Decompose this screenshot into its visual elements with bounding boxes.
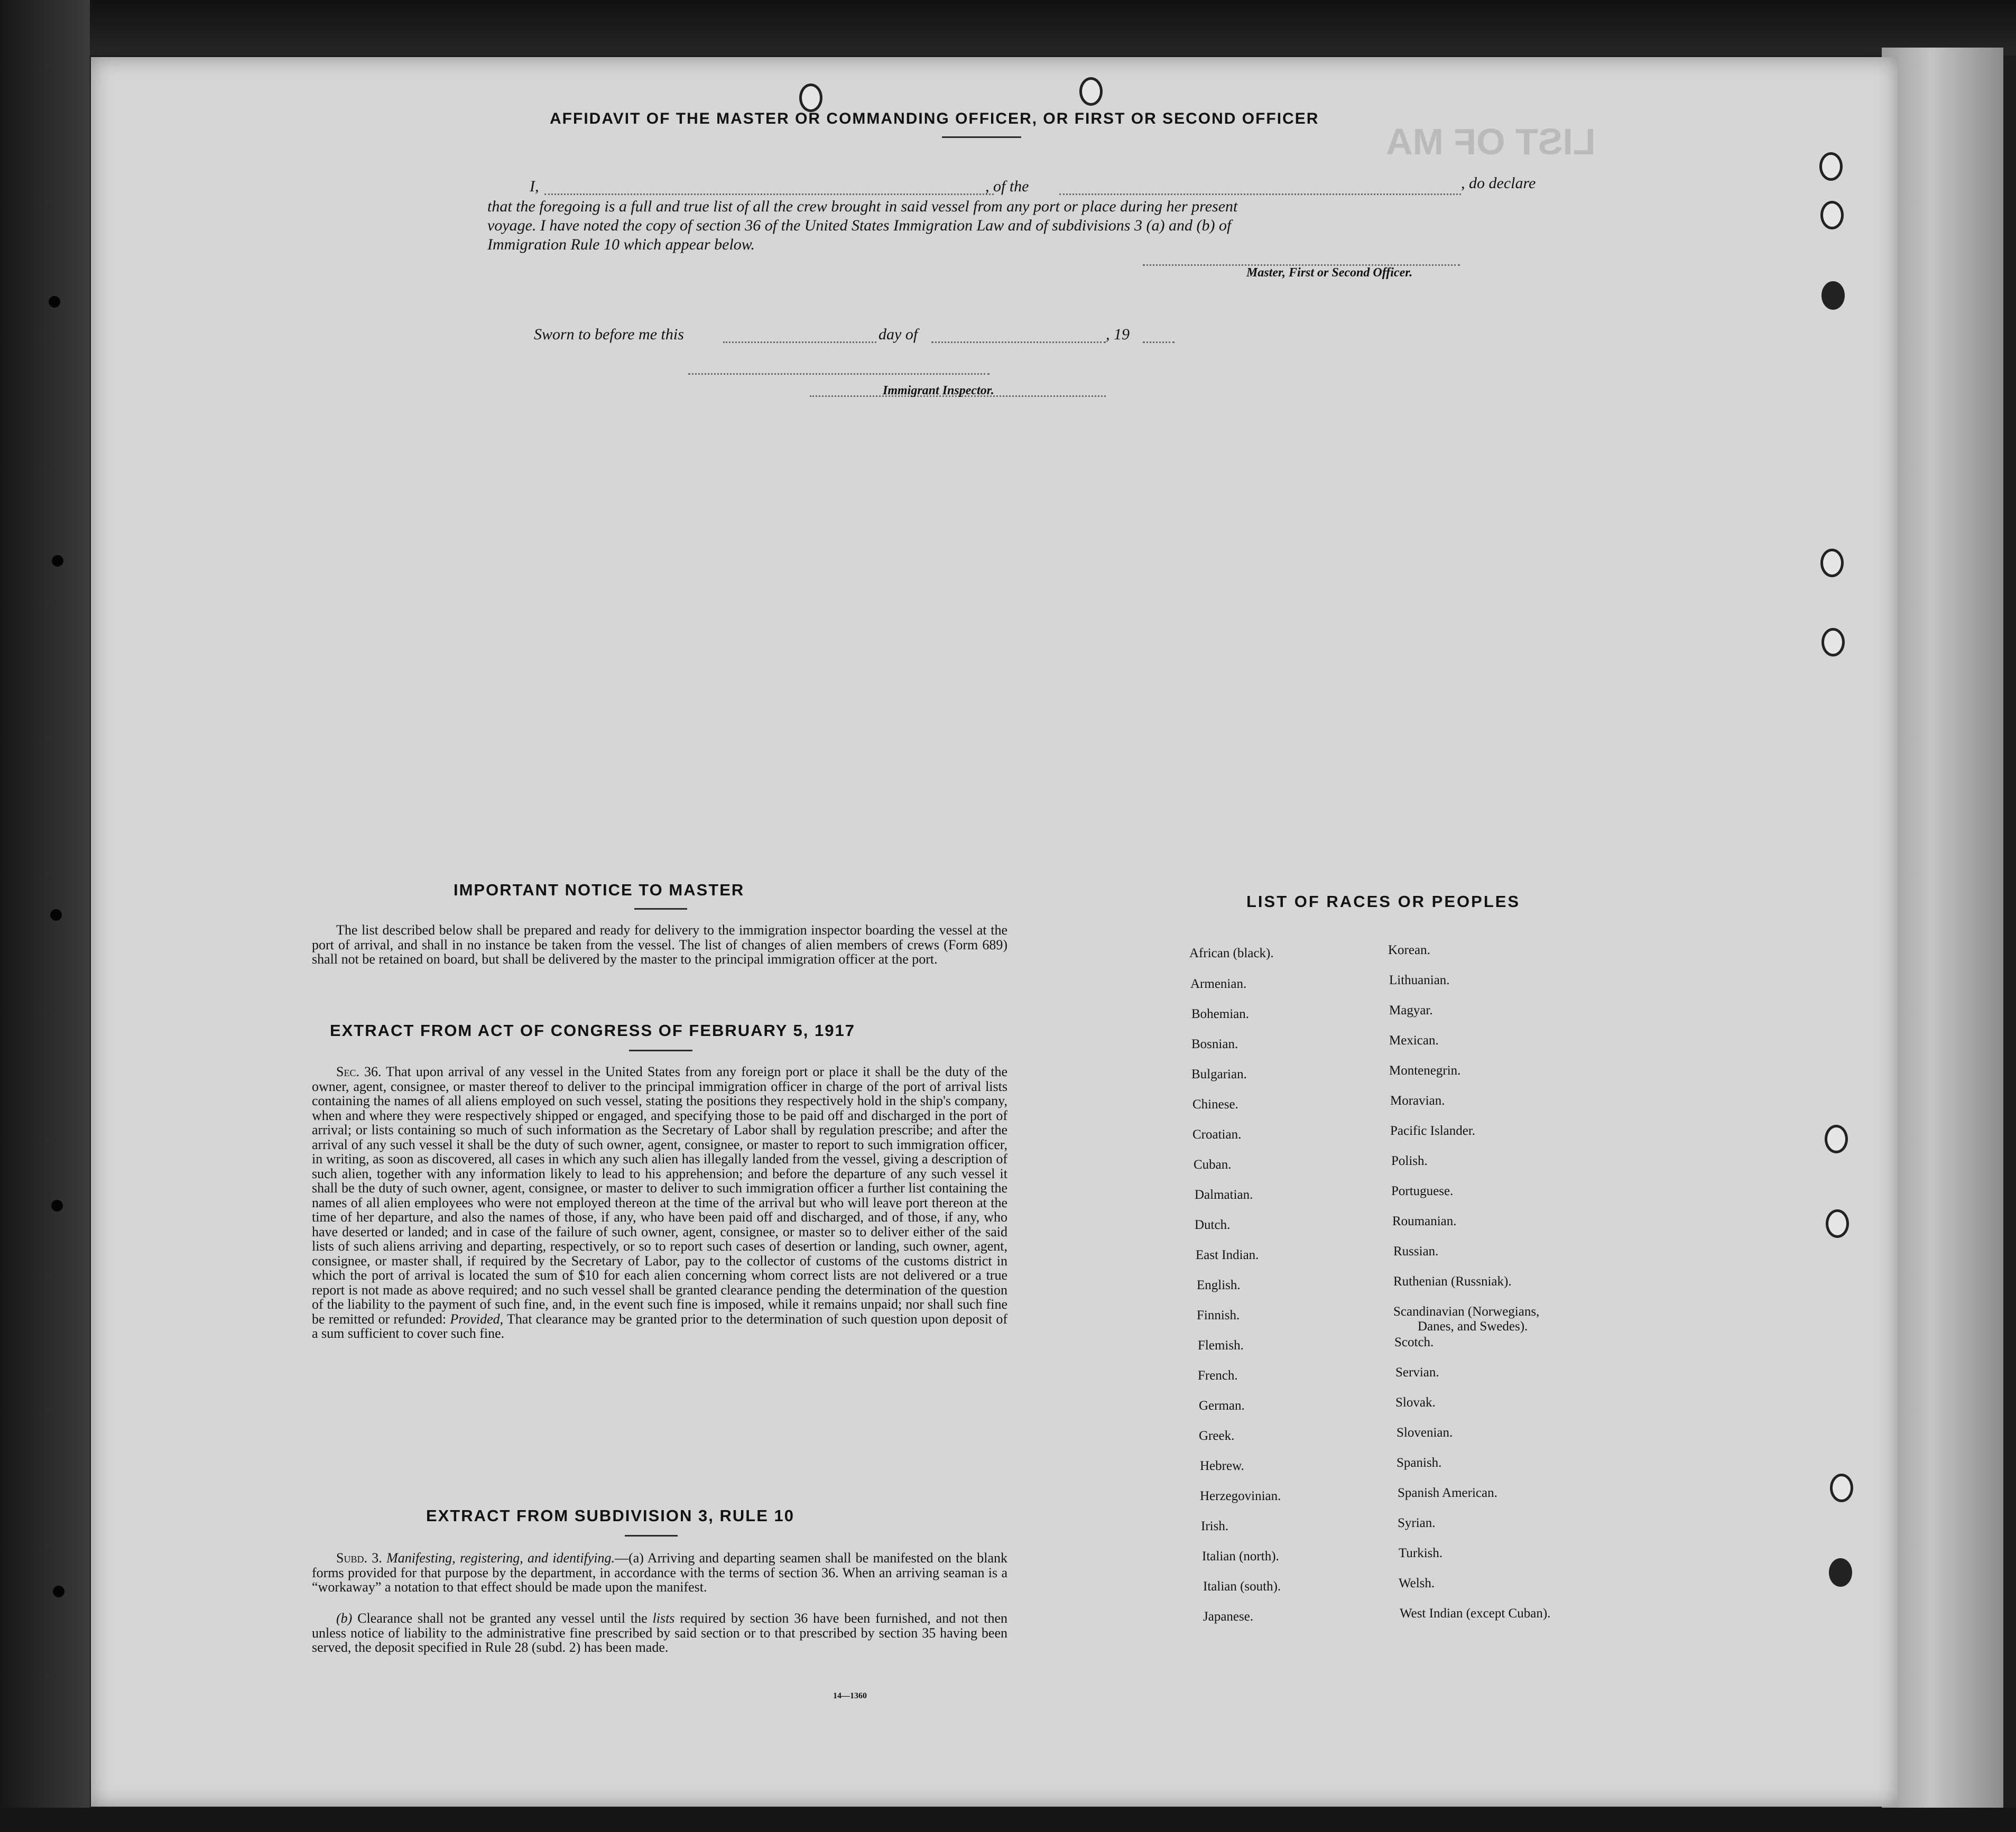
affidavit-line-3: Immigration Rule 10 which appear below.	[487, 236, 755, 253]
race-item: Scandinavian (Norwegians,	[1393, 1304, 1540, 1319]
race-item: Danes, and Swedes).	[1418, 1319, 1528, 1334]
race-item: Slovenian.	[1397, 1426, 1453, 1440]
race-item: Pacific Islander.	[1390, 1124, 1476, 1138]
vessel-name-field[interactable]	[1059, 193, 1461, 195]
master-name-field[interactable]	[544, 193, 994, 195]
race-item: Chinese.	[1192, 1097, 1238, 1112]
part-b-text-2: required by section 36 have been furnished, and not then unless notice of liability to the administrative fine prescribed by said section or to that prescribed by section 35 having been served, the deposit specified in Rule 28 (subd. 2) has been made.	[312, 1611, 1007, 1655]
underlying-page-edge	[1882, 48, 2003, 1808]
race-item: Hebrew.	[1200, 1459, 1244, 1473]
punch-hole	[1820, 549, 1844, 577]
scan-border-bottom	[0, 1808, 2016, 1832]
punch-hole	[1830, 1474, 1853, 1502]
form-page	[91, 57, 1898, 1807]
scan-border-left	[0, 0, 90, 1832]
affidavit-i-label: I,	[530, 178, 539, 195]
binder-hole	[50, 909, 62, 921]
races-title: LIST OF RACES OR PEOPLES	[1246, 892, 1521, 911]
race-item: Turkish.	[1399, 1546, 1443, 1560]
day-of-label: day of	[878, 326, 918, 343]
race-item: Servian.	[1395, 1365, 1439, 1380]
race-item: Bosnian.	[1191, 1037, 1238, 1051]
race-item: Greek.	[1199, 1429, 1235, 1443]
section-36-text-end: That clearance may be granted prior to the determination of such question upon deposit of a sum sufficient to cover such fine.	[312, 1311, 1008, 1341]
race-item: Syrian.	[1398, 1516, 1436, 1530]
do-declare-label: , do declare	[1461, 174, 1536, 192]
race-item: Flemish.	[1198, 1338, 1244, 1353]
affidavit-title: AFFIDAVIT OF THE MASTER OR COMMANDING OFFICER, OR FIRST OR SECOND OFFICER	[550, 110, 1319, 127]
act-extract-text	[312, 1065, 1007, 1341]
rule-extract-underline	[625, 1535, 678, 1537]
rule-extract-part-b	[312, 1611, 1007, 1655]
scan-border-top	[0, 0, 2016, 55]
binder-hole	[49, 296, 60, 308]
sworn-year-field[interactable]	[1143, 341, 1175, 343]
inspector-caption: Immigrant Inspector.	[883, 384, 994, 397]
race-item: East Indian.	[1196, 1248, 1259, 1262]
race-item: Portuguese.	[1391, 1184, 1454, 1198]
bleed-through-mark: LIST OF MA	[1386, 121, 1596, 162]
race-item: Scotch.	[1394, 1335, 1434, 1349]
binder-hole	[52, 555, 63, 567]
race-item: Bulgarian.	[1191, 1067, 1247, 1081]
race-item: Japanese.	[1203, 1609, 1254, 1624]
race-item: Finnish.	[1197, 1308, 1240, 1322]
race-item: Moravian.	[1390, 1094, 1445, 1108]
subdivision-heading: Manifesting, registering, and identifying.	[386, 1550, 615, 1566]
part-a-text: —(a) Arriving and departing seamen shall be manifested on the blank forms provided for that purpose by the department, in accordance with the terms of section 36. When an arriving seaman is a “workaway” a notation to that effect should be made upon the manifest.	[312, 1550, 1008, 1595]
act-extract-title: EXTRACT FROM ACT OF CONGRESS OF FEBRUARY 5, 1917	[330, 1021, 855, 1040]
race-item: Korean.	[1388, 943, 1430, 957]
notice-title: IMPORTANT NOTICE TO MASTER	[454, 881, 745, 899]
race-item: African (black).	[1189, 946, 1274, 960]
of-the-label: , of the	[985, 178, 1029, 195]
race-item: Italian (north).	[1202, 1549, 1279, 1563]
inspector-signature-field-1[interactable]	[688, 373, 989, 375]
sworn-day-field[interactable]	[723, 341, 876, 343]
section-36-text: That upon arrival of any vessel in the United States from any foreign port or place it shall be the duty of the owner, agent, consignee, or master thereof to deliver to the principal immigration officer in charge of the port of arrival lists containing the names of all aliens employed on such vessel, stating the positions they respectively hold in the ship's company, when and where they were respectively shipped or engaged, and specifying those to be paid off and discharged in the port of arrival; or lists containing so much of such information as the Secretary of Labor shall by regulation prescribe; and after the arrival of any such vessel it shall be the duty of such owner, agent, consignee, or master to report to such immigration officer, in writing, as soon as discovered, all cases in which any such alien has illegally landed from the vessel, giving a description of such alien, together with any information likely to lead to his apprehension; and before the departure of any such vessel it shall be the duty of such owner, agent, consignee, or master to deliver to such immigration officer a further list containing the names of all alien employees who were not employed thereon at the time of the arrival but who will leave port thereon at the time of her departure, and also the names of those, if any, who have been paid off and discharged, and of those, if any, who have deserted or landed; and in case of the failure of such owner, agent, consignee, or master so to deliver either of the said lists of such aliens arriving and departing, respectively, or so to report such cases of desertion or landing, such owner, agent, consignee, or master shall, if required by the Secretary of Labor, pay to the collector of customs of the customs district in which the port of arrival is located the sum of $10 for each alien concerning whom correct lists are not delivered or a true report is not made as above required; and no such vessel shall be granted clearance pending the determination of the question of the liability to the payment of such fine, and, in the event such fine is imposed, while it remains unpaid; nor shall such fine be remitted or refunded:	[312, 1064, 1007, 1327]
punch-hole	[1826, 1209, 1849, 1238]
notice-text: The list described below shall be prepared and ready for delivery to the immigration inspector boarding the vessel at the port of arrival, and shall in no instance be taken from the vessel. The list of changes of alien members of crews (Form 689) shall not be retained on board, but shall be delivered by the master to the principal immigration officer at the port.	[312, 922, 1007, 967]
provided-label: Provided,	[450, 1311, 504, 1327]
race-item: Dutch.	[1195, 1218, 1231, 1232]
race-item: Montenegrin.	[1389, 1063, 1461, 1078]
race-item: Welsh.	[1399, 1576, 1435, 1590]
form-number: 14—1360	[833, 1691, 867, 1700]
race-item: Spanish American.	[1398, 1486, 1497, 1500]
sworn-month-field[interactable]	[931, 341, 1106, 343]
race-item: French.	[1198, 1368, 1238, 1383]
race-item: Italian (south).	[1203, 1579, 1281, 1594]
affidavit-line-2: voyage. I have noted the copy of section 36 of the United States Immigration Law and of subdivisions 3 (a) and (b) of	[487, 217, 1232, 234]
race-item: German.	[1199, 1399, 1245, 1413]
race-item: Roumanian.	[1392, 1214, 1457, 1228]
race-item: West Indian (except Cuban).	[1400, 1606, 1551, 1621]
race-item: Spanish.	[1397, 1456, 1442, 1470]
punch-hole	[1819, 152, 1843, 181]
notice-underline	[634, 908, 687, 910]
race-item: Polish.	[1391, 1154, 1428, 1168]
binder-hole	[51, 1200, 63, 1211]
punch-hole	[1821, 628, 1845, 656]
race-item: Dalmatian.	[1195, 1188, 1253, 1202]
affidavit-line-1: that the foregoing is a full and true list of all the crew brought in said vessel from any port or place during her present	[487, 198, 1238, 215]
race-item: Ruthenian (Russniak).	[1393, 1274, 1512, 1289]
race-item: Cuban.	[1194, 1158, 1232, 1172]
act-extract-underline	[629, 1050, 692, 1051]
punch-hole	[1829, 1558, 1852, 1587]
title-underline	[942, 136, 1021, 138]
race-item: Croatian.	[1192, 1127, 1242, 1142]
punch-hole	[1079, 77, 1103, 106]
punch-hole	[1825, 1125, 1848, 1153]
punch-hole	[1820, 201, 1844, 229]
race-item: English.	[1197, 1278, 1241, 1292]
punch-hole	[1821, 281, 1845, 310]
rule-extract-title: EXTRACT FROM SUBDIVISION 3, RULE 10	[426, 1506, 794, 1525]
binder-hole	[53, 1586, 64, 1597]
subdivision-label: Subd. 3.	[336, 1550, 382, 1566]
race-item: Magyar.	[1389, 1003, 1433, 1017]
section-label: Sec. 36.	[336, 1064, 382, 1079]
race-item: Herzegovinian.	[1200, 1489, 1281, 1503]
race-item: Bohemian.	[1191, 1007, 1250, 1021]
signature-caption: Master, First or Second Officer.	[1246, 266, 1413, 280]
part-b-label: (b)	[336, 1611, 353, 1626]
race-item: Lithuanian.	[1389, 973, 1450, 987]
year-prefix: , 19	[1106, 326, 1130, 343]
sworn-label: Sworn to before me this	[534, 326, 684, 343]
rule-extract-part-a	[312, 1551, 1007, 1595]
race-item: Mexican.	[1389, 1033, 1439, 1048]
race-item: Russian.	[1393, 1244, 1439, 1259]
race-item: Armenian.	[1190, 977, 1247, 991]
part-b-text-1: Clearance shall not be granted any vessel until the	[357, 1611, 648, 1626]
race-item: Slovak.	[1395, 1395, 1436, 1410]
lists-word: lists	[652, 1611, 675, 1626]
race-item: Irish.	[1201, 1519, 1229, 1533]
punch-hole	[799, 84, 822, 112]
